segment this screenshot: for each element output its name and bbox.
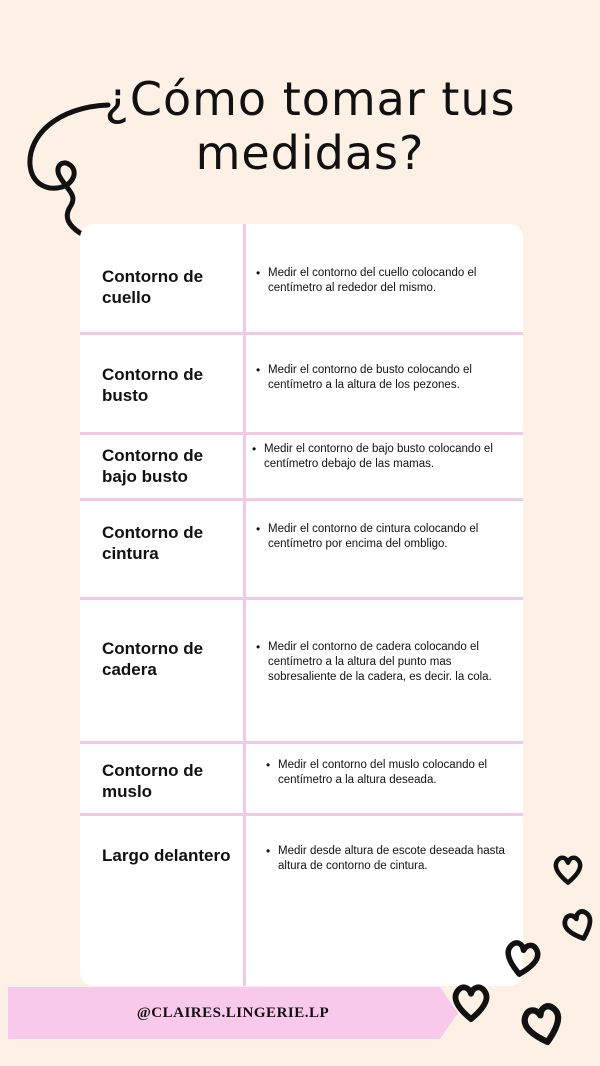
row-label-largo-delantero: Largo delantero — [102, 846, 231, 865]
row-desc-cuello: • Medir el contorno del cuello colocando el centímetro al rededor del mismo. — [268, 266, 506, 296]
page-title: ¿Cómo tomar tus medidas? — [104, 72, 516, 180]
row-divider — [80, 597, 523, 600]
row-desc-busto: • Medir el contorno de busto colocando el centímetro a la altura de los pezones. — [268, 363, 506, 393]
row-divider — [80, 498, 523, 501]
heart-icon — [448, 975, 494, 1031]
row-divider — [80, 332, 523, 335]
heart-icon — [550, 850, 586, 890]
heart-icon — [500, 933, 544, 985]
column-divider — [243, 224, 246, 986]
row-desc-cintura: • Medir el contorno de cintura colocando el centímetro por encima del ombligo. — [268, 522, 506, 552]
row-desc-largo-delantero: • Medir desde altura de escote deseada hasta altura de contorno de cintura. — [278, 844, 516, 874]
row-label-busto: Contorno de busto — [102, 365, 204, 405]
row-divider — [80, 741, 523, 744]
row-desc-cadera: • Medir el contorno de cadera colocando el centímetro a la altura del punto mas sobresaliente de la cadera, es decir. la cola. — [268, 640, 506, 685]
row-divider — [80, 813, 523, 816]
row-label-muslo: Contorno de muslo — [102, 761, 204, 801]
row-label-bajo-busto: Contorno de bajo busto — [102, 446, 204, 486]
heart-icon — [518, 995, 568, 1055]
row-label-cadera: Contorno de cadera — [102, 639, 204, 679]
row-divider — [80, 432, 523, 435]
row-desc-bajo-busto: • Medir el contorno de bajo busto colocando el centímetro debajo de las mamas. — [264, 442, 502, 472]
instagram-handle: @CLAIRES.LINGERIE.LP — [136, 1005, 330, 1021]
heart-icon — [560, 905, 598, 947]
row-label-cintura: Contorno de cintura — [102, 523, 204, 563]
row-label-cuello: Contorno de cuello — [102, 267, 204, 307]
row-desc-muslo: • Medir el contorno del muslo colocando el centímetro a la altura deseada. — [278, 758, 516, 788]
measurements-table — [80, 224, 523, 986]
